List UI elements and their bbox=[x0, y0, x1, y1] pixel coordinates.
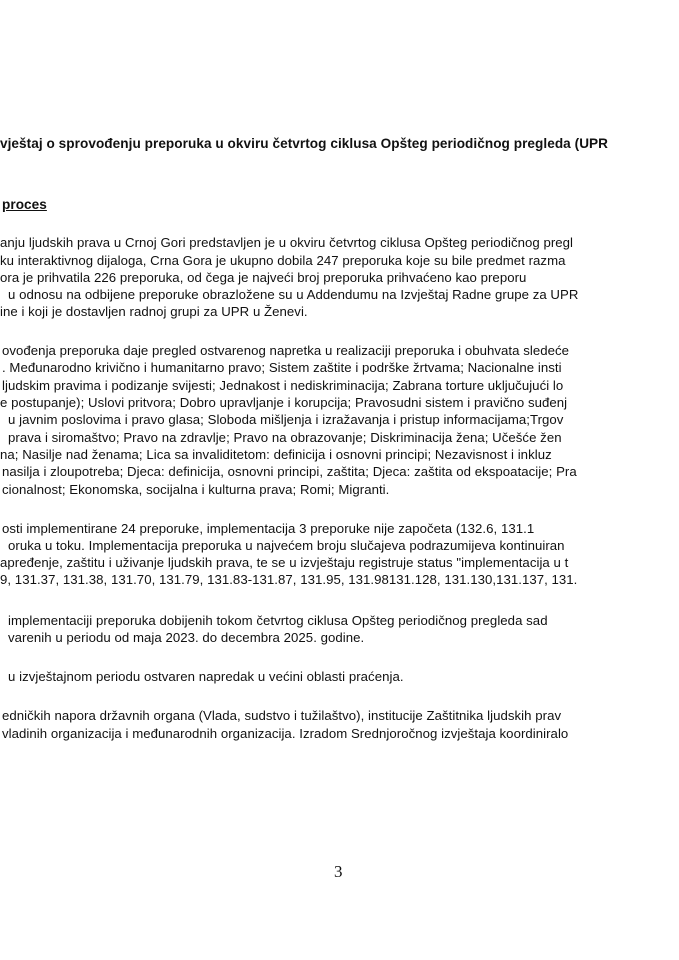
document-title: vještaj o sprovođenju preporuka u okviru četvrtog ciklusa Opšteg periodičnog pregleda (UPR bbox=[0, 136, 609, 151]
paragraph-2-line-4: e postupanje); Uslovi pritvora; Dobro upravljanje i korupcija; Pravosudni sistem i pravično suđenj bbox=[0, 395, 568, 410]
section-heading: proces bbox=[2, 197, 47, 212]
paragraph-2-line-3: ljudskim pravima i podizanje svijesti; Jednakost i nediskriminacija; Zabrana torture uključujući lo bbox=[2, 378, 564, 393]
paragraph-4-line-2: varenih u periodu od maja 2023. do decembra 2025. godine. bbox=[8, 630, 365, 645]
paragraph-4-line-1: implementaciji preporuka dobijenih tokom četvrtog ciklusa Opšteg periodičnog pregleda sad bbox=[8, 613, 548, 628]
paragraph-1-line-4: u odnosu na odbijene preporuke obrazložene su u Addendumu na Izvještaj Radne grupe za UPR bbox=[8, 287, 579, 302]
paragraph-6-line-2: vladinih organizacija i međunarodnih organizacija. Izradom Srednjoročnog izvještaja koordiniralo bbox=[2, 726, 569, 741]
paragraph-2-line-8: nasilja i zloupotreba; Djeca: definicija, osnovni principi, zaštita; Djeca: zaštita od ekspoatacije; Pra bbox=[2, 464, 577, 479]
paragraph-3-line-2: oruka u toku. Implementacija preporuka u najvećem broju slučajeva podrazumijeva kontinuiran bbox=[8, 538, 565, 553]
paragraph-3-line-3: apređenje, zaštitu i uživanje ljudskih prava, te se u izvještaju registruje status "implementacija u t bbox=[0, 555, 569, 570]
paragraph-2-line-9: cionalnost; Ekonomska, socijalna i kulturna prava; Romi; Migranti. bbox=[2, 482, 390, 497]
page-number: 3 bbox=[334, 862, 343, 881]
paragraph-2-line-1: ovođenja preporuka daje pregled ostvarenog napretka u realizaciji preporuka i obuhvata sledeće bbox=[2, 343, 570, 358]
paragraph-1-line-1: anju ljudskih prava u Crnoj Gori predstavljen je u okviru četvrtog ciklusa Opšteg periodičnog pregl bbox=[0, 235, 574, 250]
paragraph-3-line-1: osti implementirane 24 preporuke, implementacija 3 preporuke nije započeta (132.6, 131.1 bbox=[2, 521, 535, 536]
paragraph-2-line-5: u javnim poslovima i pravo glasa; Sloboda mišljenja i izražavanja i pristup informacijama;Trgov bbox=[8, 412, 564, 427]
paragraph-3-line-4: 9, 131.37, 131.38, 131.70, 131.79, 131.83-131.87, 131.95, 131.98131.128, 131.130,131.137, 131. bbox=[0, 572, 578, 587]
paragraph-2-line-7: na; Nasilje nad ženama; Lica sa invaliditetom: definicija i osnovni principi; Nezavisnost i inkluz bbox=[0, 447, 552, 462]
paragraph-2-line-6: prava i siromaštvo; Pravo na zdravlje; Pravo na obrazovanje; Diskriminacija žena; Učešće žen bbox=[8, 430, 562, 445]
paragraph-1-line-2: ku interaktivnog dijaloga, Crna Gora je ukupno dobila 247 preporuka koje su bile predmet razma bbox=[0, 253, 566, 268]
paragraph-1-line-3: ora je prihvatila 226 preporuka, od čega je najveći broj preporuka prihvaćeno kao preporu bbox=[0, 270, 527, 285]
paragraph-5-line-1: u izvještajnom periodu ostvaren napredak u većini oblasti praćenja. bbox=[8, 669, 404, 684]
paragraph-1-line-5: ine i koji je dostavljen radnoj grupi za UPR u Ženevi. bbox=[0, 304, 308, 319]
paragraph-2-line-2: . Međunarodno krivično i humanitarno pravo; Sistem zaštite i podrške žrtvama; Nacionalne insti bbox=[2, 360, 562, 375]
paragraph-6-line-1: edničkih napora državnih organa (Vlada, sudstvo i tužilaštvo), institucije Zaštitnika ljudskih prav bbox=[2, 708, 562, 723]
